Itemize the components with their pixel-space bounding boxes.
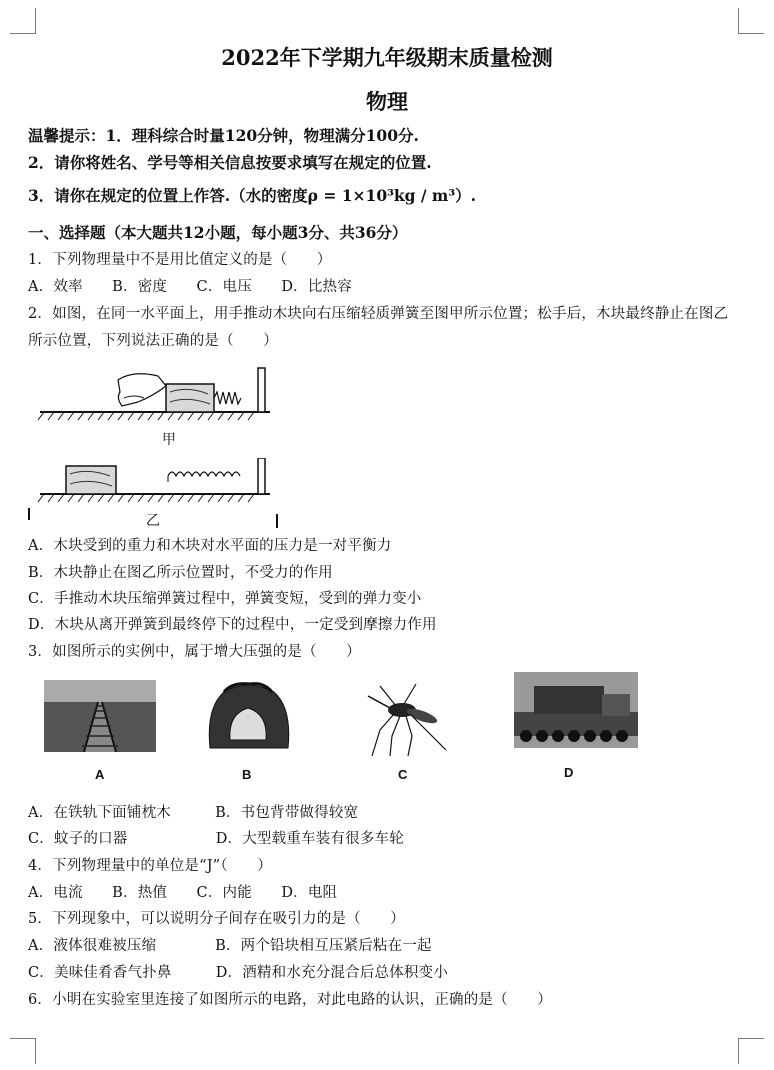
q3-photo-b-schoolbag [202, 678, 296, 756]
q3-photo-a-railway [44, 680, 156, 752]
q5-options-row1: A．液体很难被压缩 B．两个铅块相互压紧后粘在一起 [28, 938, 432, 954]
scan-mark-left [28, 508, 30, 520]
q3-stem: 3．如图所示的实例中，属于增大压强的是（ ） [28, 644, 361, 660]
q3-photo-d-truck [514, 672, 638, 748]
q2-figure-yi [28, 458, 273, 508]
q3-caption-c: C [398, 767, 408, 782]
q4-stem: 4．下列物理量中的单位是“J”（ ） [28, 858, 272, 874]
q1-options: A．效率 B．密度 C．电压 D．比热容 [28, 279, 352, 295]
q3-caption-a: A [95, 767, 105, 782]
q2-figure-label-jia: 甲 [162, 432, 176, 448]
crop-mark-bottom-right [738, 1038, 764, 1064]
q2-option-c: C．手推动木块压缩弹簧过程中，弹簧变短，受到的弹力变小 [28, 591, 422, 607]
exam-title: 2022年下学期九年级期末质量检测 [221, 45, 553, 70]
q3-options-row2: C．蚊子的口器 D．大型载重车装有很多车轮 [28, 831, 404, 847]
q3-caption-b: B [242, 767, 252, 782]
crop-mark-top-right [738, 8, 764, 34]
tip-line-3: 3．请你在规定的位置上作答.（水的密度ρ = 1×10³kg / m³）. [28, 186, 477, 205]
crop-mark-bottom-left [10, 1038, 36, 1064]
q2-option-b: B．木块静止在图乙所示位置时，不受力的作用 [28, 565, 333, 581]
q3-caption-d: D [564, 765, 574, 780]
q2-option-d: D．木块从离开弹簧到最终停下的过程中，一定受到摩擦力作用 [28, 617, 437, 633]
q5-stem: 5．下列现象中，可以说明分子间存在吸引力的是（ ） [28, 911, 405, 927]
q2-stem-line1: 2．如图，在同一水平面上，用手推动木块向右压缩轻质弹簧至图甲所示位置；松手后，木块最终静止在图乙 [28, 306, 729, 322]
q3-options-row1: A．在铁轨下面铺枕木 B．书包背带做得较宽 [28, 805, 359, 821]
text-cursor [276, 514, 278, 528]
q2-figure-label-yi: 乙 [146, 513, 160, 529]
q4-options: A．电流 B．热值 C．内能 D．电阻 [28, 885, 338, 901]
q1-stem: 1．下列物理量中不是用比值定义的是（ ） [28, 252, 332, 268]
q2-option-a: A．木块受到的重力和木块对水平面的压力是一对平衡力 [28, 538, 392, 554]
section-heading: 一、选择题（本大题共12小题，每小题3分、共36分） [28, 223, 408, 242]
tip-line-2: 2．请你将姓名、学号等相关信息按要求填写在规定的位置. [28, 153, 432, 172]
tip-line-1: 温馨提示：1．理科综合时量120分钟，物理满分100分. [28, 126, 419, 145]
q2-figure-jia [38, 362, 270, 422]
q6-stem: 6．小明在实验室里连接了如图所示的电路，对此电路的认识，正确的是（ ） [28, 992, 552, 1008]
q2-stem-line2: 所示位置，下列说法正确的是（ ） [28, 333, 278, 349]
q3-photo-c-mosquito [350, 680, 450, 758]
q5-options-row2: C．美味佳肴香气扑鼻 D．酒精和水充分混合后总体积变小 [28, 965, 449, 981]
crop-mark-top-left [10, 8, 36, 34]
subject-title: 物理 [366, 89, 408, 114]
